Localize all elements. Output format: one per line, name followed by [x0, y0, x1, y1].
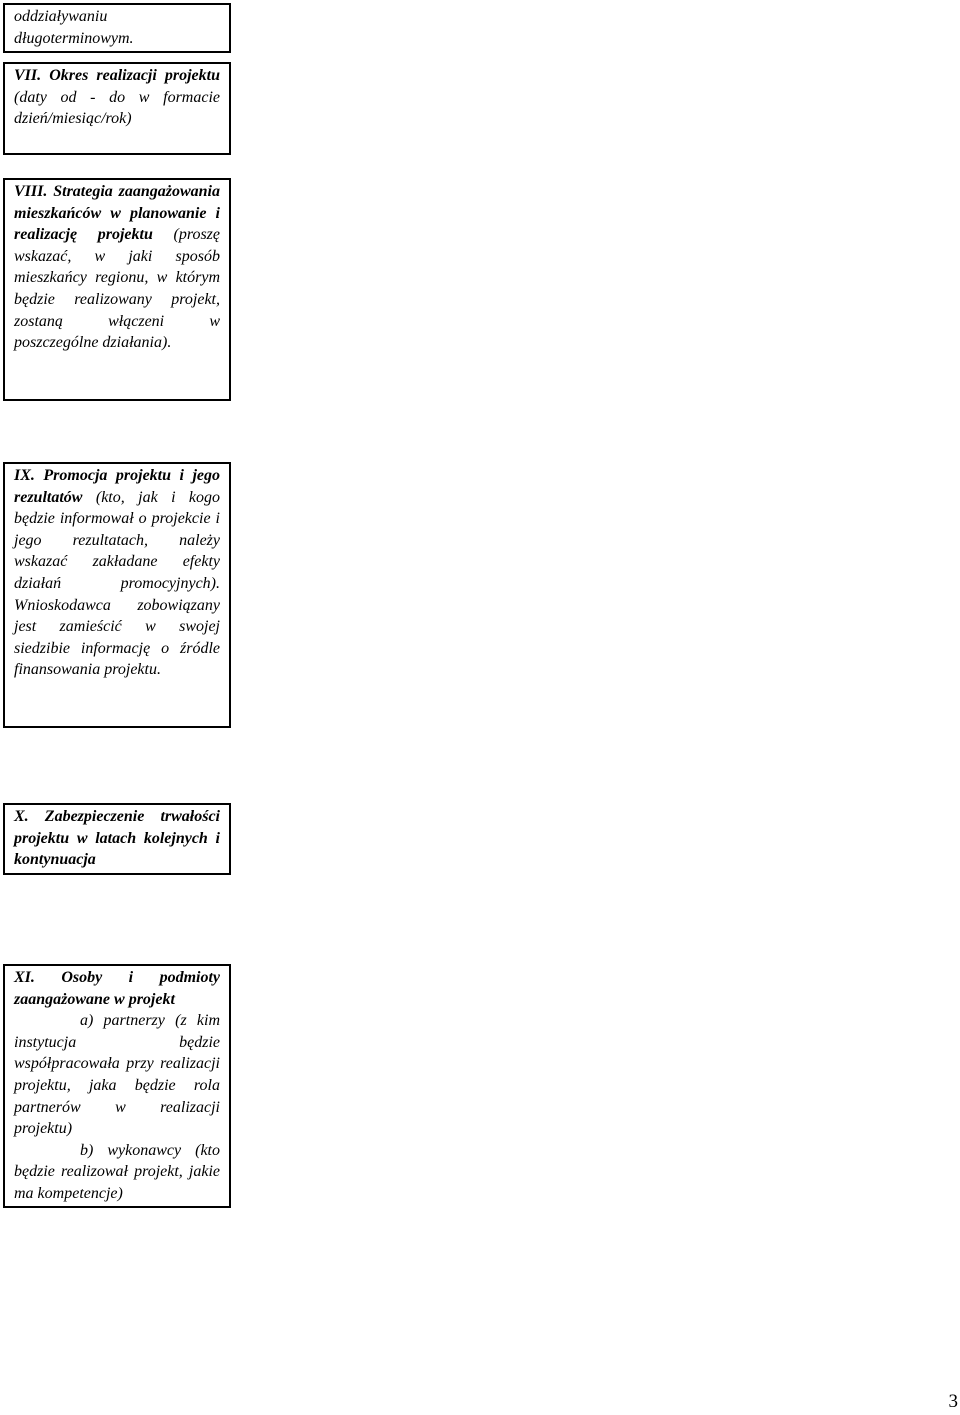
section-viii-title: Strategia zaangażowania mieszkańców w planowanie i realizację projektu [14, 183, 220, 244]
section-viii-description: (proszę wskazać, w jaki sposób mieszkańcy regionu, w którym będzie realizowany projekt, zostaną włączeni w poszczególne działania). [14, 226, 220, 352]
section-xi-item-a: a) partnerzy (z kim instytucja będzie współpracowała przy realizacji projektu, jaka będzie rola partnerów w realizacji projektu) [14, 1012, 220, 1138]
section-viii-number: VIII. [14, 183, 48, 200]
page-number: 3 [948, 1391, 958, 1412]
section-vii-number: VII. [14, 67, 42, 84]
continuation-text: oddziaływaniu długoterminowym. [14, 8, 134, 47]
section-xi-cell [3, 964, 231, 1208]
section-xi-title: Osoby i podmioty zaangażowane w projekt [14, 969, 221, 1008]
section-viii-cell [3, 178, 231, 401]
section-x-title: Zabezpieczenie trwałości projektu w latach kolejnych i kontynuacja [14, 808, 220, 869]
section-x-number: X. [14, 808, 29, 825]
continuation-cell [3, 3, 231, 53]
section-vii-cell [3, 62, 231, 155]
section-xi-number: XI. [14, 969, 35, 986]
section-ix-number: IX. [14, 467, 35, 484]
section-vii-description: (daty od - do w formacie dzień/miesiąc/rok) [14, 88, 220, 128]
section-xi-item-b: b) wykonawcy (kto będzie realizował projekt, jakie ma kompetencje) [14, 1141, 220, 1202]
section-ix-cell [3, 462, 231, 728]
section-vii-title: Okres realizacji projektu [49, 67, 221, 84]
section-x-cell [3, 803, 231, 875]
section-ix-description: (kto, jak i kogo będzie informował o projekcie i jego rezultatach, należy wskazać zakładane efekty działań promocyjnych). Wnioskodawca zobowiązany jest zamieścić w swojej siedzibie informację o źródle finansowania projektu. [14, 488, 220, 679]
section-ix-title: Promocja projektu i jego rezultatów [14, 467, 220, 506]
